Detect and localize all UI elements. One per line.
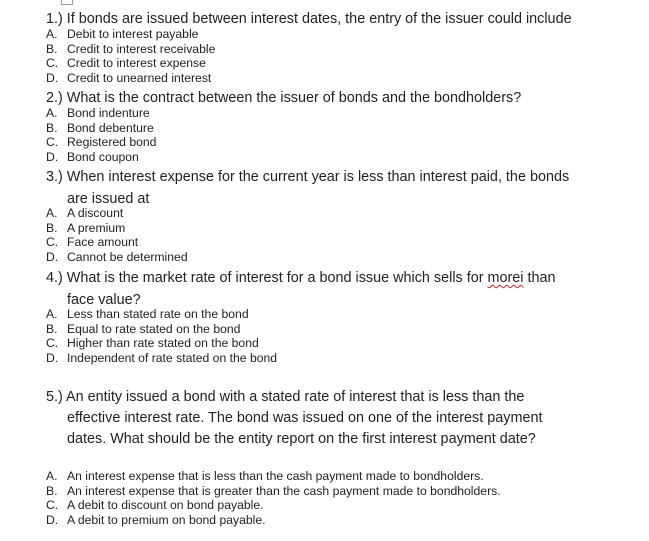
option-letter: B.: [46, 120, 58, 135]
option-text: Bond indenture: [67, 106, 150, 120]
question-5-options: [46, 469, 501, 527]
option-letter: C.: [46, 56, 59, 70]
question-1-options: [46, 27, 215, 85]
option-text: Bond coupon: [67, 149, 139, 164]
option-letter: D.: [46, 149, 59, 164]
question-text: What is the contract between the issuer of bonds and the bondholders?: [66, 90, 522, 106]
option-letter: C.: [46, 135, 59, 149]
option-a: [46, 307, 277, 322]
option-text: Independent of rate stated on the bond: [67, 350, 278, 365]
question-number: 4.): [46, 270, 63, 286]
option-letter: A.: [46, 106, 58, 120]
option-letter: A.: [46, 307, 58, 321]
option-c: [46, 135, 156, 150]
question-text-line-1: An entity issued a bond with a stated rate of interest that is less than the: [66, 389, 525, 405]
question-text-line-2: face value?: [67, 292, 141, 308]
option-letter: C.: [46, 498, 59, 512]
spelling-flagged-word[interactable]: morei: [487, 270, 524, 286]
option-c: [46, 498, 501, 513]
option-letter: D.: [46, 249, 59, 264]
question-5: [46, 387, 606, 450]
option-text: Bond debenture: [67, 120, 154, 135]
option-letter: B.: [46, 321, 58, 336]
option-b: [46, 121, 156, 136]
option-letter: A.: [46, 469, 58, 483]
option-text: Cannot be determined: [67, 249, 188, 264]
option-b: [46, 42, 215, 57]
page-edge-marker: [61, 0, 73, 5]
question-3-options: [46, 206, 188, 264]
option-text: Higher than rate stated on the bond: [67, 336, 259, 350]
option-letter: B.: [46, 220, 58, 235]
option-text: Credit to interest receivable: [67, 41, 216, 56]
question-4-options: [46, 307, 277, 365]
question-text-line-1: When interest expense for the current year is less than interest paid, the bonds: [66, 169, 570, 185]
option-c: [46, 336, 277, 351]
option-c: [46, 56, 215, 71]
option-letter: B.: [46, 483, 58, 498]
option-text: A discount: [67, 206, 124, 220]
question-number: 2.): [46, 90, 63, 106]
option-letter: C.: [46, 336, 59, 350]
question-2-options: [46, 106, 156, 164]
question-1: [46, 9, 606, 29]
option-a: [46, 106, 156, 121]
option-text: A premium: [67, 220, 126, 235]
option-b: [46, 484, 501, 499]
option-a: [46, 27, 215, 42]
option-text: Less than stated rate on the bond: [67, 307, 249, 321]
question-text: What is the market rate of interest for a bond issue which sells for: [66, 270, 484, 286]
option-a: [46, 206, 188, 221]
question-number: 3.): [46, 169, 63, 185]
option-text: An interest expense that is greater than the cash payment made to bondholders.: [67, 483, 501, 498]
option-text: Credit to unearned interest: [67, 70, 212, 85]
option-d: [46, 513, 501, 528]
option-d: [46, 71, 215, 86]
question-2: [46, 88, 606, 108]
option-text: Equal to rate stated on the bond: [67, 321, 241, 336]
option-text: Registered bond: [67, 135, 157, 149]
option-b: [46, 322, 277, 337]
option-text: Credit to interest expense: [67, 56, 206, 70]
option-d: [46, 351, 277, 366]
option-letter: D.: [46, 350, 59, 365]
question-text-line-2: are issued at: [67, 191, 150, 207]
question-number: 5.): [46, 389, 63, 405]
option-text: An interest expense that is less than the cash payment made to bondholders.: [67, 469, 484, 483]
question-text: If bonds are issued between interest dates, the entry of the issuer could include: [66, 11, 572, 27]
option-letter: A.: [46, 206, 58, 220]
option-c: [46, 235, 188, 250]
option-text: A debit to discount on bond payable.: [67, 498, 264, 512]
question-text-line-2: effective interest rate. The bond was issued on one of the interest payment: [67, 410, 543, 426]
option-d: [46, 150, 156, 165]
option-letter: C.: [46, 235, 59, 249]
option-letter: A.: [46, 27, 58, 41]
option-letter: D.: [46, 70, 59, 85]
question-3: [46, 167, 606, 209]
option-letter: D.: [46, 512, 59, 527]
option-b: [46, 221, 188, 236]
question-text-line-3: dates. What should be the entity report on the first interest payment date?: [67, 431, 536, 447]
option-text: A debit to premium on bond payable.: [67, 512, 266, 527]
question-text-end: than: [527, 270, 556, 286]
option-text: Face amount: [67, 235, 139, 249]
option-a: [46, 469, 501, 484]
option-letter: B.: [46, 41, 58, 56]
option-d: [46, 250, 188, 265]
question-4: [46, 268, 606, 310]
question-number: 1.): [46, 11, 63, 27]
option-text: Debit to interest payable: [67, 27, 199, 41]
